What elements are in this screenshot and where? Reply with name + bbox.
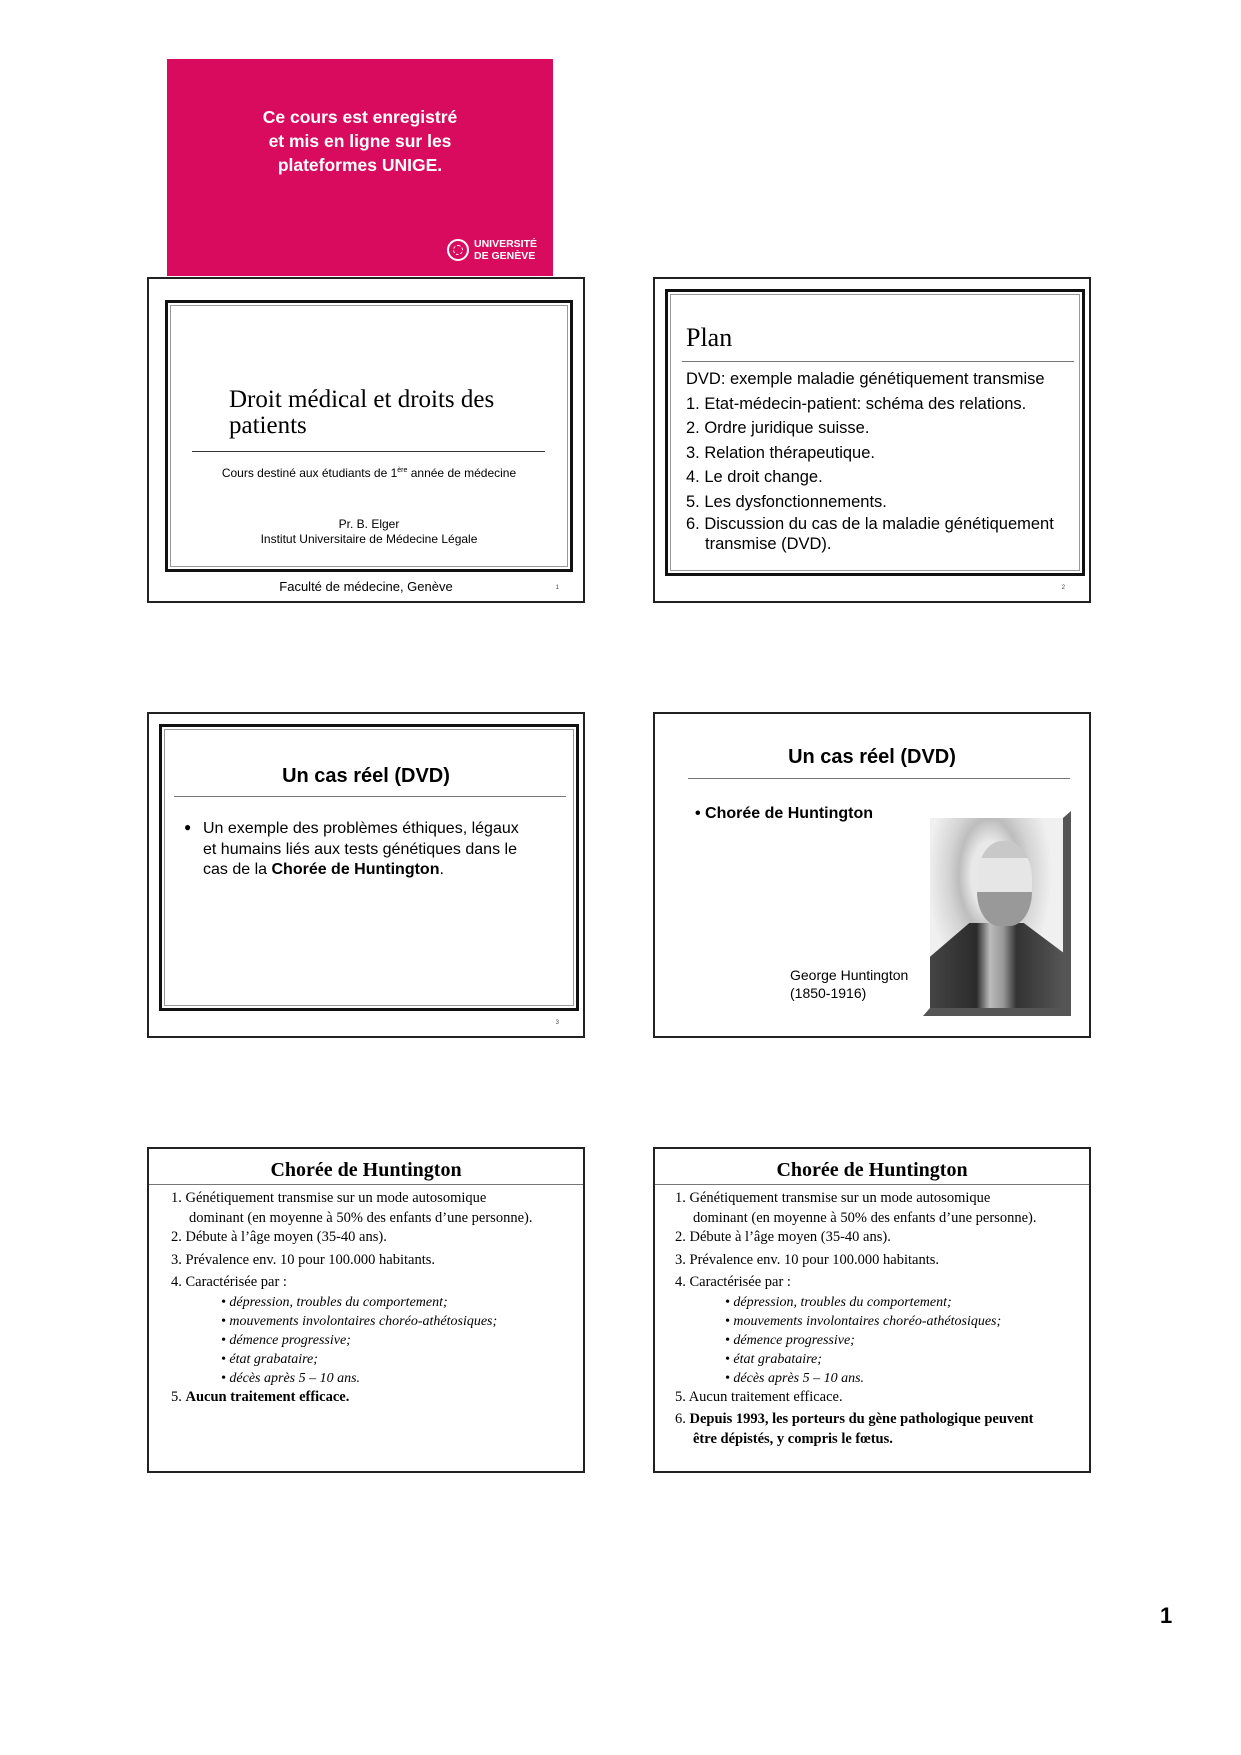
slide-title: Chorée de Huntington [776, 1159, 968, 1181]
list-item: dominant (en moyenne à 50% des enfants d’une personne). [693, 1209, 1037, 1226]
plan-item: 5. Les dysfonctionnements. [686, 492, 887, 511]
divider [688, 778, 1070, 779]
list-item: 2. Débute à l’âge moyen (35-40 ans). [171, 1229, 387, 1245]
slide-1 [147, 277, 585, 603]
bullet-text: Un exemple des problèmes éthiques, légaux et humains liés aux tests génétiques dans le cas de la Chorée de Huntington. [203, 820, 519, 878]
recording-notice [167, 105, 553, 177]
list-item: dominant (en moyenne à 50% des enfants d’une personne). [189, 1209, 533, 1226]
slide-title: Un cas réel (DVD) [788, 746, 956, 768]
list-item: 5. Aucun traitement efficace. [675, 1388, 843, 1405]
recording-notice-banner [167, 59, 553, 276]
plan-item: 4. Le droit change. [686, 468, 823, 486]
slide-footer: Faculté de médecine, Genève [279, 579, 453, 594]
list-item: être dépistés, y compris le fœtus. [693, 1430, 893, 1447]
portrait-photo [930, 818, 1063, 1008]
sub-item: • décès après 5 – 10 ans. [725, 1370, 865, 1386]
facts-list [171, 1189, 532, 1407]
sub-item: • décès après 5 – 10 ans. [221, 1370, 361, 1386]
slide-5 [147, 1147, 585, 1473]
bullet-icon: ● [184, 820, 192, 834]
slide-number: 3 [555, 1020, 559, 1026]
plan-item: 1. Etat-médecin-patient: schéma des relations. [686, 394, 1027, 413]
slide-6 [653, 1147, 1091, 1473]
list-item: 4. Caractérisée par : [675, 1274, 791, 1290]
divider [682, 361, 1074, 362]
slide-title: Droit médical et droits des patients [229, 386, 495, 439]
slide-title: Plan [686, 323, 733, 352]
slide-title: Un cas réel (DVD) [282, 765, 450, 787]
plan-item: transmise (DVD). [705, 535, 832, 553]
notice-line: et mis en ligne sur les [268, 131, 452, 151]
sub-item: • dépression, troubles du comportement; [725, 1294, 952, 1310]
divider [149, 1184, 583, 1185]
divider [192, 451, 545, 452]
institute: Institut Universitaire de Médecine Légale [260, 532, 478, 546]
slide-2 [653, 277, 1091, 603]
caption-dates: (1850-1916) [790, 985, 867, 1001]
notice-line: Ce cours est enregistré [262, 107, 458, 127]
slide-number: 1 [555, 585, 559, 591]
bullet-text: • Chorée de Huntington [695, 805, 874, 822]
divider [655, 1184, 1089, 1185]
sub-item: • démence progressive; [725, 1332, 855, 1348]
list-item: 1. Génétiquement transmise sur un mode autosomique [675, 1190, 991, 1206]
plan-item: 2. Ordre juridique suisse. [686, 419, 870, 437]
plan-list [686, 367, 1054, 554]
author: Pr. B. Elger [338, 517, 400, 531]
notice-line: plateformes UNIGE. [277, 155, 443, 175]
plan-item: 3. Relation thérapeutique. [686, 443, 875, 462]
list-item: 3. Prévalence env. 10 pour 100.000 habitants. [171, 1251, 436, 1268]
list-item: 4. Caractérisée par : [171, 1274, 287, 1290]
photo-shadow [923, 1008, 1071, 1016]
sub-item: • mouvements involontaires choréo-athétosiques; [725, 1313, 1002, 1329]
sub-item: • état grabataire; [221, 1351, 318, 1367]
plan-item: DVD: exemple maladie génétiquement transmise [686, 370, 1045, 388]
list-item: 2. Débute à l’âge moyen (35-40 ans). [675, 1229, 891, 1245]
slide-title: Chorée de Huntington [270, 1159, 462, 1181]
sub-item: • dépression, troubles du comportement; [221, 1294, 448, 1310]
photo-shadow [1063, 811, 1071, 1008]
author-block [189, 517, 549, 547]
caption-name: George Huntington [790, 967, 909, 983]
sub-item: • mouvements involontaires choréo-athétosiques; [221, 1313, 498, 1329]
plan-item: 6. Discussion du cas de la maladie génétiquement [686, 515, 1054, 533]
list-item: 1. Génétiquement transmise sur un mode autosomique [171, 1190, 487, 1206]
logo-line: DE GENÈVE [473, 250, 536, 262]
divider [174, 796, 566, 797]
list-item: 3. Prévalence env. 10 pour 100.000 habitants. [675, 1251, 940, 1268]
facts-list [675, 1189, 1036, 1449]
sub-item: • état grabataire; [725, 1351, 822, 1367]
slide-number: 2 [1061, 585, 1065, 591]
photo-caption [790, 966, 908, 1002]
slide-subtitle: Cours destiné aux étudiants de 1ère année de médecine [221, 466, 517, 480]
unige-logo [447, 238, 537, 262]
logo-line: UNIVERSITÉ [473, 238, 537, 250]
list-item: 6. Depuis 1993, les porteurs du gène pathologique peuvent [675, 1411, 1034, 1427]
sub-item: • démence progressive; [221, 1332, 351, 1348]
university-seal-icon [447, 239, 469, 261]
slide-3 [147, 712, 585, 1038]
list-item: 5. Aucun traitement efficace. [171, 1388, 350, 1405]
page-number: 1 [1160, 1603, 1173, 1628]
